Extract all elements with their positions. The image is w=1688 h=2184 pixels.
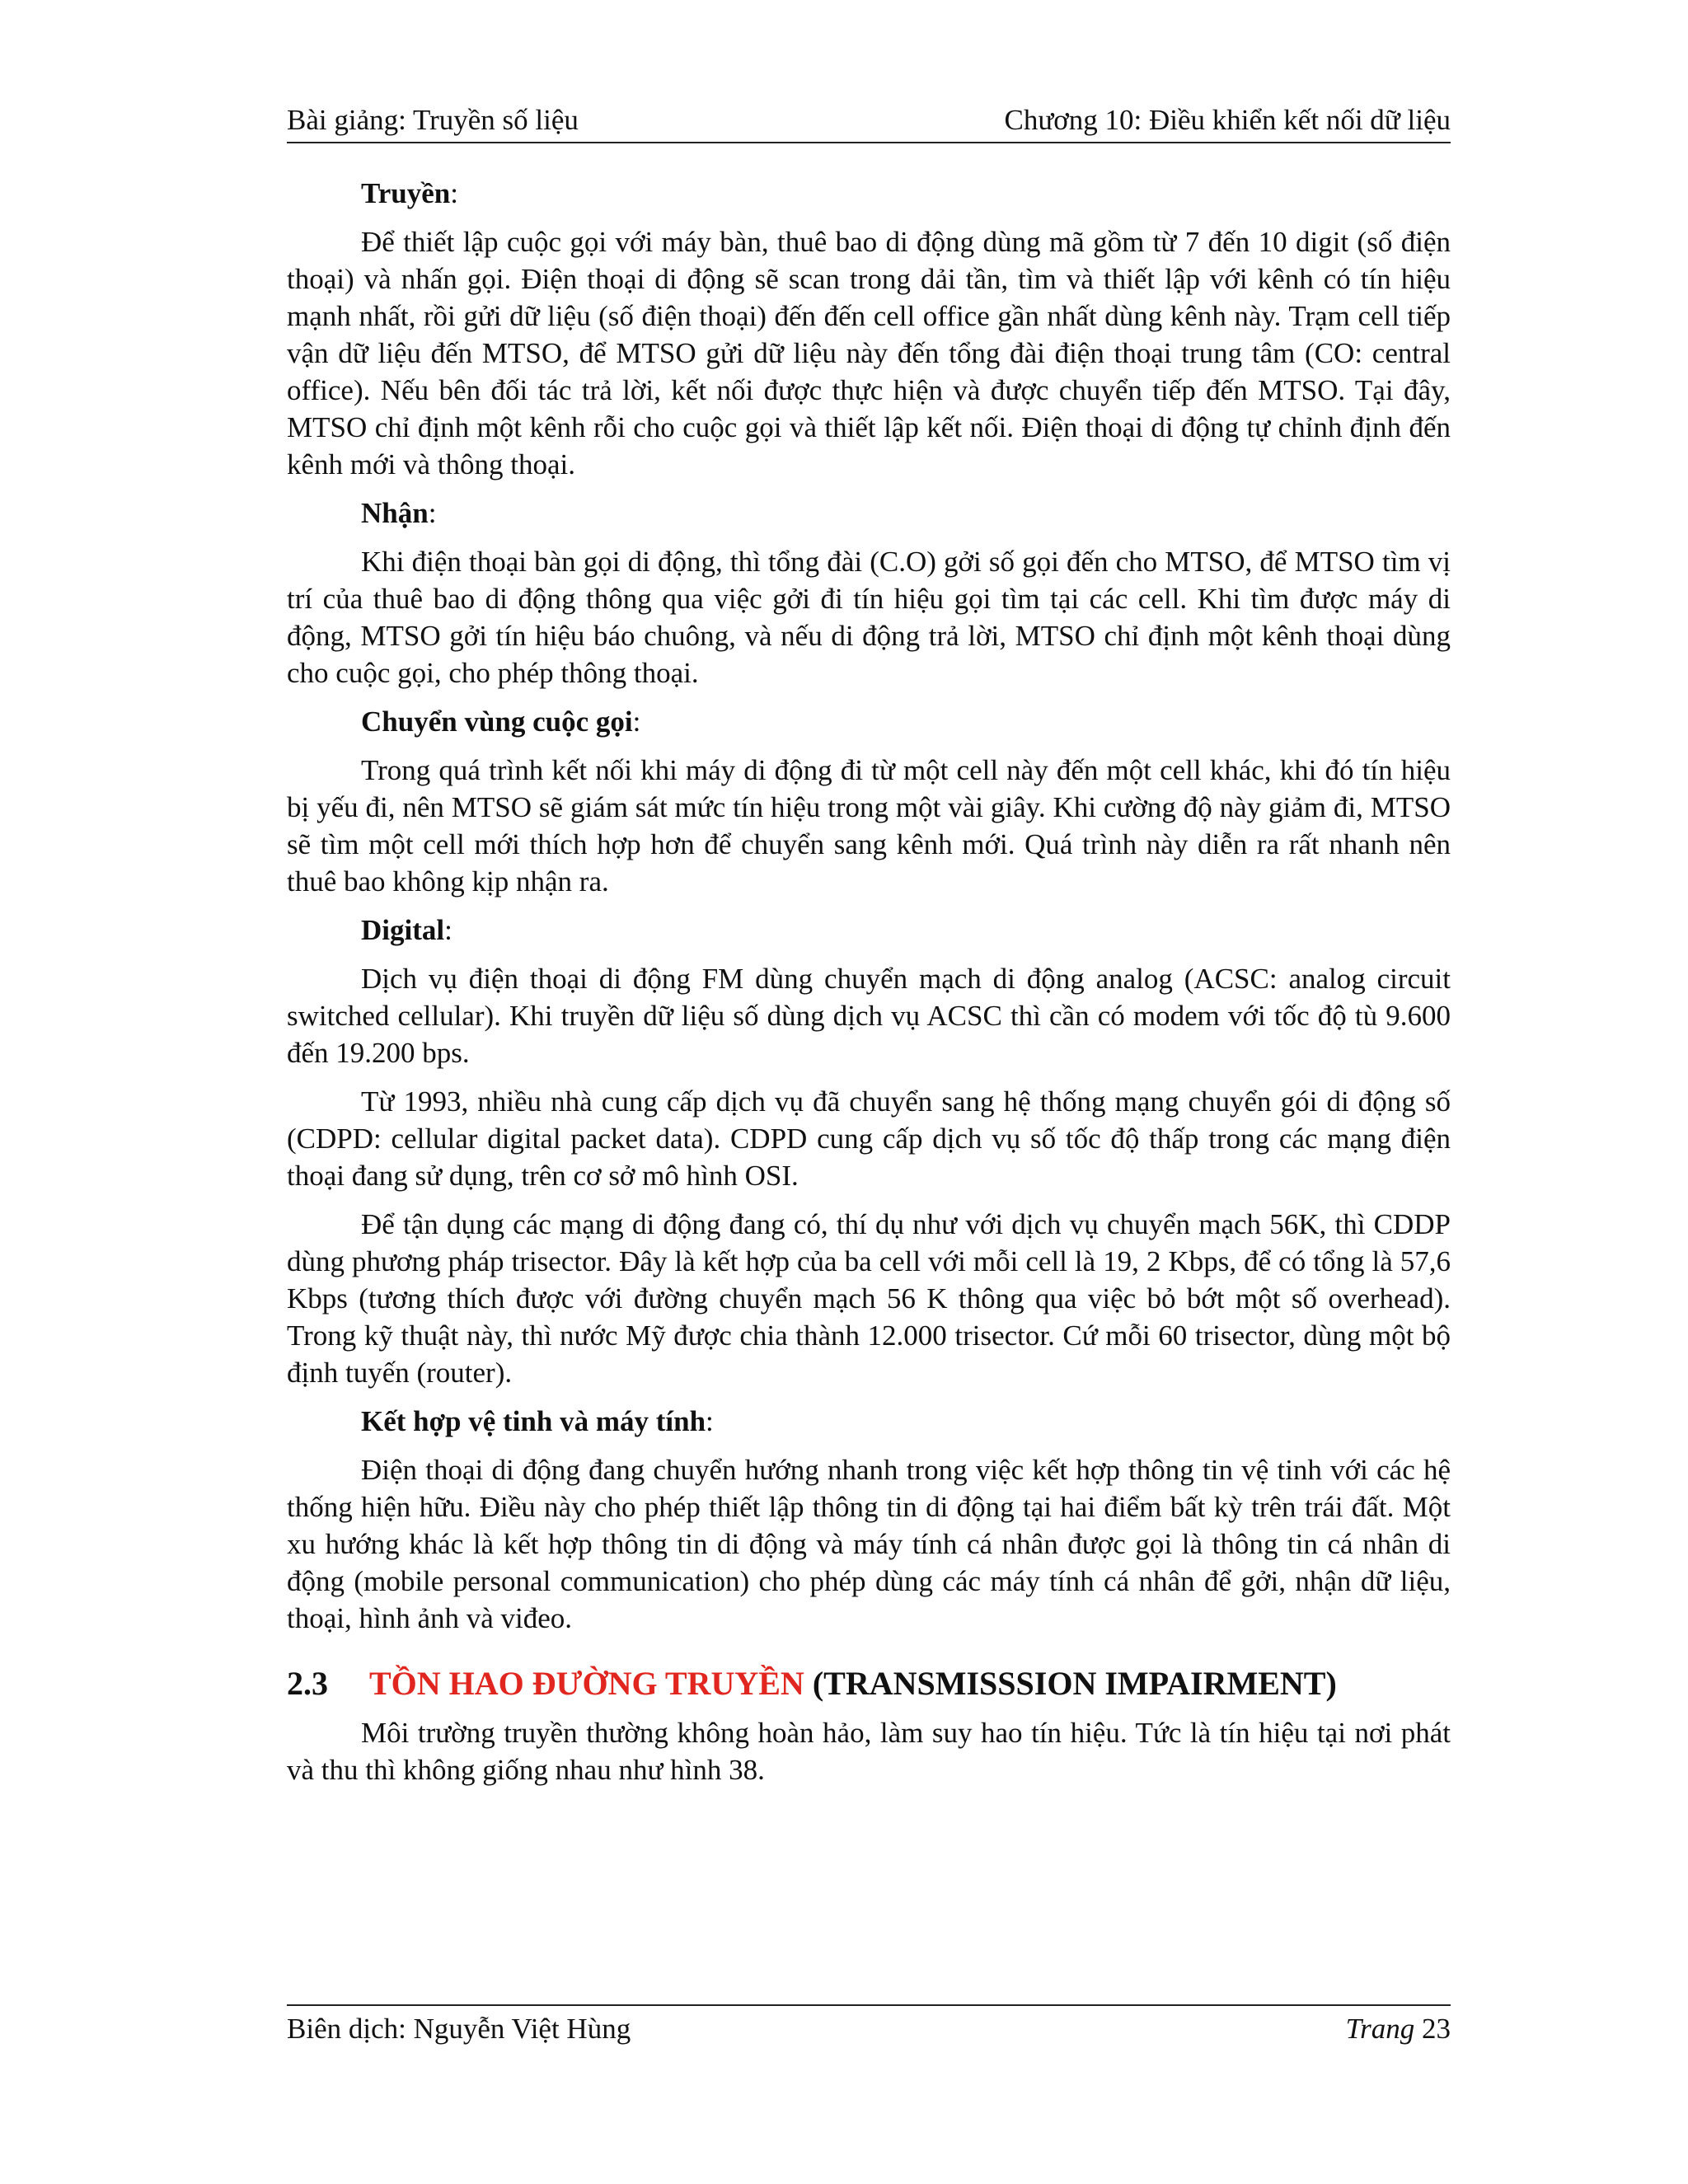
page-header [287,104,1451,143]
page-footer [287,2004,1451,2046]
section-number: 2.3 [287,1665,328,1702]
footer-translator: Biên dịch: Nguyễn Việt Hùng [287,2013,631,2045]
subheading-ket-hop: Kết hợp vệ tinh và máy tính: [361,1405,714,1437]
footer-page-number: Trang 23 [1345,2013,1451,2045]
section-heading-2-3 [287,1663,1451,1704]
section-title-red: TỒN HAO ĐƯỜNG TRUYỀN [369,1665,804,1702]
paragraph-digital-1: Dịch vụ điện thoại di động FM dùng chuyển mạch di động analog (ACSC: analog circuit switched cellular). Khi truyền dữ liệu số dùng dịch vụ ACSC thì cần có modem với tốc độ tù 9.600 đến 19.200 bps. [287,963,1451,1069]
paragraph-section-2-3: Môi trường truyền thường không hoàn hảo, làm suy hao tín hiệu. Tức là tín hiệu tại nơi phát và thu thì không giống nhau như hình 38. [287,1717,1451,1786]
subheading-truyen: Truyền: [361,177,458,209]
header-course-title: Bài giảng: Truyền số liệu [287,104,579,136]
header-chapter-title: Chương 10: Điều khiển kết nối dữ liệu [1004,104,1451,136]
subheading-digital: Digital: [361,914,452,946]
paragraph-chuyen-vung: Trong quá trình kết nối khi máy di động đi từ một cell này đến một cell khác, khi đó tín hiệu bị yếu đi, nên MTSO sẽ giám sát mức tín hiệu trong một vài giây. Khi cường độ này giảm đi, MTSO sẽ tìm một cell mới thích hợp hơn để chuyển sang kênh mới. Quá trình này diễn ra rất nhanh nên thuê bao không kịp nhận ra. [287,754,1451,898]
paragraph-digital-3: Để tận dụng các mạng di động đang có, thí dụ như với dịch vụ chuyển mạch 56K, thì CDDP dùng phương pháp trisector. Đây là kết hợp của ba cell với mỗi cell là 19, 2 Kbps, để có tổng là 57,6 Kbps (tương thích được với đường chuyển mạch 56 K thông qua việc bỏ bớt một số overhead). Trong kỹ thuật này, thì nước Mỹ được chia thành 12.000 trisector. Cứ mỗi 60 trisector, dùng một bộ định tuyến (router). [287,1208,1451,1389]
subheading-chuyen-vung: Chuyển vùng cuộc gọi: [361,705,641,738]
paragraph-nhan: Khi điện thoại bàn gọi di động, thì tổng đài (C.O) gởi số gọi đến cho MTSO, để MTSO tìm vị trí của thuê bao di động thông qua việc gởi đi tín hiệu gọi tìm tại các cell. Khi tìm được máy di động, MTSO gởi tín hiệu báo chuông, và nếu di động trả lời, MTSO chỉ định một kênh thoại dùng cho cuộc gọi, cho phép thông thoại. [287,546,1451,689]
paragraph-ket-hop: Điện thoại di động đang chuyển hướng nhanh trong việc kết hợp thông tin vệ tinh với các hệ thống hiện hữu. Điều này cho phép thiết lập thông tin di động tại hai điểm bất kỳ trên trái đất. Một xu hướng khác là kết hợp thông tin di động và máy tính cá nhân được gọi là thông tin cá nhân di động (mobile personal communication) cho phép dùng các máy tính cá nhân để gởi, nhận dữ liệu, thoại, hình ảnh và viđeo. [287,1454,1451,1634]
section-title-black: (TRANSMISSSION IMPAIRMENT) [812,1665,1337,1702]
paragraph-digital-2: Từ 1993, nhiều nhà cung cấp dịch vụ đã chuyển sang hệ thống mạng chuyển gói di động số (CDPD: cellular digital packet data). CDPD cung cấp dịch vụ số tốc độ thấp trong các mạng điện thoại đang sử dụng, trên cơ sở mô hình OSI. [287,1085,1451,1192]
page-content [287,175,1451,1800]
paragraph-truyen: Để thiết lập cuộc gọi với máy bàn, thuê bao di động dùng mã gồm từ 7 đến 10 digit (số điện thoại) và nhấn gọi. Điện thoại di động sẽ scan trong dải tần, tìm và thiết lập với kênh có tín hiệu mạnh nhất, rồi gửi dữ liệu (số điện thoại) đến đến cell office gần nhất dùng kênh này. Trạm cell tiếp vận dữ liệu đến MTSO, để MTSO gửi dữ liệu này đến tổng đài điện thoại trung tâm (CO: central office). Nếu bên đối tác trả lời, kết nối được thực hiện và được chuyển tiếp đến MTSO. Tại đây, MTSO chỉ định một kênh rỗi cho cuộc gọi và thiết lập kết nối. Điện thoại di động tự chỉnh định đến kênh mới và thông thoại. [287,226,1451,480]
section-title [369,1663,1337,1704]
subheading-nhan: Nhận: [361,497,437,529]
